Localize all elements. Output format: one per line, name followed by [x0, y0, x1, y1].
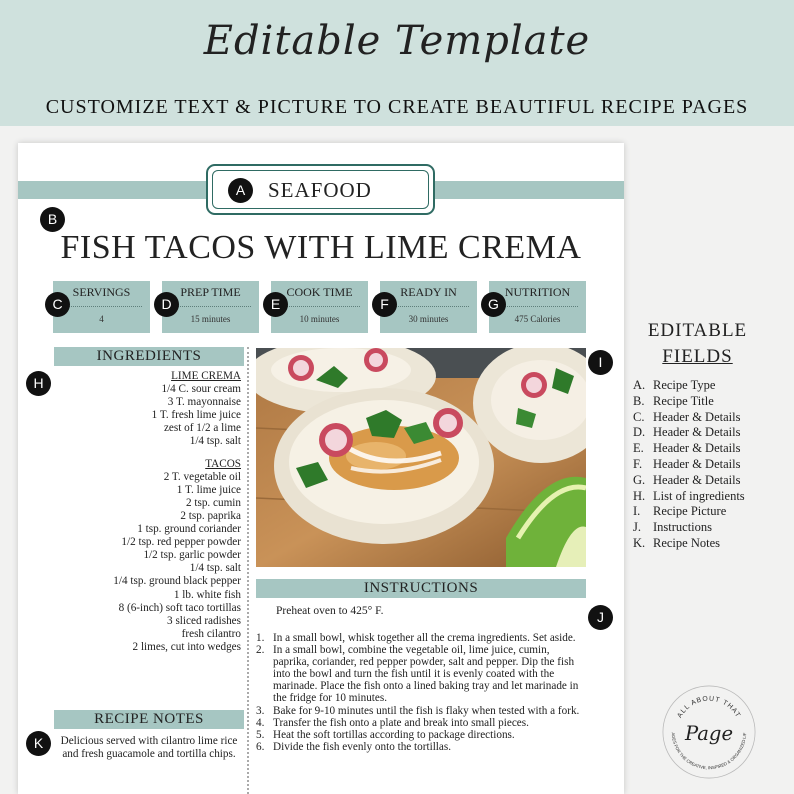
instruction-text[interactable]: Bake for 9-10 minutes until the fish is flaky when tested with a fork. — [273, 704, 580, 717]
ingredient-group-title[interactable]: TACOS — [205, 457, 241, 470]
badge-h: H — [26, 371, 51, 396]
logo-script-text: Page — [684, 721, 734, 745]
banner-title: Editable Template — [203, 18, 591, 64]
field-item — [633, 473, 745, 489]
recipe-title[interactable]: FISH TACOS WITH LIME CREMA — [60, 229, 582, 266]
recipe-picture[interactable] — [256, 348, 586, 567]
instruction-number: 4. — [256, 716, 265, 729]
detail-value[interactable]: 4 — [99, 314, 104, 324]
field-label: Header & Details — [653, 472, 741, 487]
ingredient-item[interactable]: 1 tsp. ground coriander — [137, 523, 241, 536]
field-item — [633, 457, 745, 473]
fields-title-line1: EDITABLE — [647, 320, 748, 341]
detail-label: COOK TIME — [286, 285, 353, 299]
detail-divider — [388, 306, 469, 307]
badge-k: K — [26, 731, 51, 756]
ingredient-item[interactable]: 1/2 tsp. red pepper powder — [121, 536, 241, 549]
ingredients-list[interactable] — [48, 370, 241, 654]
recipe-notes-text[interactable]: Delicious served with cilantro lime rice and fresh guacamole and tortilla chips. — [60, 735, 238, 761]
ingredient-item[interactable]: 1/4 tsp. salt — [189, 562, 241, 575]
recipe-page — [18, 143, 624, 794]
field-item — [633, 536, 745, 552]
detail-divider — [170, 306, 251, 307]
field-item — [633, 520, 745, 536]
ingredient-item[interactable]: fresh cilantro — [181, 627, 241, 640]
ingredient-item[interactable]: 2 T. vegetable oil — [163, 470, 241, 483]
header-banner — [0, 0, 794, 126]
category-box[interactable] — [206, 164, 435, 215]
field-letter: J. — [633, 520, 641, 535]
detail-divider — [61, 306, 142, 307]
instruction-text[interactable]: Heat the soft tortillas according to package directions. — [273, 728, 515, 741]
field-letter: E. — [633, 441, 644, 456]
ingredient-item[interactable]: 1 T. lime juice — [176, 483, 241, 496]
field-letter: K. — [633, 535, 646, 550]
ingredient-item[interactable]: 1 lb. white fish — [173, 588, 241, 601]
field-letter: F. — [633, 456, 643, 471]
ingredient-group-title[interactable]: LIME CREMA — [171, 370, 241, 382]
instruction-step[interactable] — [256, 717, 584, 729]
instruction-step[interactable] — [256, 741, 584, 753]
instruction-number: 1. — [256, 632, 265, 644]
ingredient-item[interactable]: 1/2 tsp. garlic powder — [143, 549, 241, 562]
instruction-number: 2. — [256, 644, 265, 657]
ingredient-item[interactable]: 1/4 C. sour cream — [161, 383, 241, 396]
detail-value[interactable]: 475 Calories — [514, 314, 561, 324]
ingredients-heading: INGREDIENTS — [54, 347, 244, 366]
ingredient-item[interactable]: 2 tsp. paprika — [180, 509, 241, 522]
field-label: Header & Details — [653, 409, 741, 424]
instruction-step[interactable] — [256, 729, 584, 741]
instruction-number: 5. — [256, 728, 265, 741]
instructions-list[interactable] — [256, 632, 584, 753]
instruction-text[interactable]: Divide the fish evenly onto the tortillas. — [273, 740, 452, 753]
detail-value[interactable]: 30 minutes — [408, 314, 449, 324]
field-label: Recipe Type — [653, 378, 716, 392]
field-letter: G. — [633, 472, 646, 487]
field-label: Header & Details — [653, 441, 741, 456]
badge-b: B — [40, 207, 65, 232]
detail-label: SERVINGS — [72, 285, 131, 299]
badge-a: A — [228, 178, 253, 203]
field-label: Recipe Title — [653, 393, 714, 408]
badge-g: G — [481, 292, 506, 317]
detail-label: PREP TIME — [180, 285, 241, 299]
field-item — [633, 504, 745, 520]
detail-value[interactable]: 15 minutes — [190, 314, 231, 324]
detail-label: NUTRITION — [504, 285, 571, 299]
brand-logo — [660, 683, 758, 781]
ingredient-item[interactable]: 2 tsp. cumin — [185, 496, 241, 509]
badge-i: I — [588, 350, 613, 375]
field-letter: D. — [633, 425, 646, 440]
field-letter: I. — [633, 504, 641, 519]
badge-e: E — [263, 292, 288, 317]
field-label: Header & Details — [653, 456, 741, 471]
field-item — [633, 489, 745, 505]
ingredient-item[interactable]: zest of 1/2 a lime — [163, 422, 241, 435]
instruction-step[interactable] — [256, 705, 584, 717]
instruction-text[interactable]: Transfer the fish onto a plate and break into small pieces. — [273, 716, 529, 729]
editable-fields-title — [640, 318, 755, 370]
field-item — [633, 410, 745, 426]
tacos-photo-illustration — [256, 348, 586, 567]
field-letter: A. — [633, 378, 646, 392]
column-divider — [247, 347, 249, 794]
instruction-step[interactable] — [256, 644, 584, 704]
detail-divider — [497, 306, 578, 307]
field-label: Header & Details — [653, 425, 741, 440]
field-letter: B. — [633, 393, 645, 408]
badge-j: J — [588, 605, 613, 630]
detail-divider — [279, 306, 360, 307]
instruction-text[interactable]: In a small bowl, combine the vegetable oil, lime juice, cumin, paprika, coriander, red pepper powder, salt and pepper. Dip the fish into the bowl and turn the fish until it is evenly coated with the marinade. Place the fish onto a lined baking tray and let marinade in the fridge for 10 minutes. — [273, 644, 579, 705]
ingredient-item[interactable]: 2 limes, cut into wedges — [132, 640, 241, 653]
field-item — [633, 425, 745, 441]
badge-c: C — [45, 292, 70, 317]
instruction-number: 6. — [256, 740, 265, 753]
instruction-number: 3. — [256, 704, 265, 717]
instruction-text[interactable]: In a small bowl, whisk together all the crema ingredients. Set aside. — [273, 632, 576, 644]
detail-label: READY IN — [400, 285, 457, 299]
instructions-intro[interactable]: Preheat oven to 425° F. — [276, 605, 384, 617]
detail-value[interactable]: 10 minutes — [299, 314, 340, 324]
field-item — [633, 378, 745, 394]
editable-fields-list — [633, 378, 745, 552]
ingredient-item[interactable]: 1/4 tsp. ground black pepper — [113, 575, 241, 588]
badge-f: F — [372, 292, 397, 317]
badge-d: D — [154, 292, 179, 317]
ingredient-group-gap — [48, 449, 241, 458]
fields-title-line2: FIELDS — [662, 346, 733, 367]
ingredient-item[interactable]: 3 sliced radishes — [167, 614, 241, 627]
instructions-heading: INSTRUCTIONS — [256, 579, 586, 598]
ingredient-item[interactable]: 3 T. mayonnaise — [167, 396, 241, 409]
field-item — [633, 441, 745, 457]
logo-top-text: ALL ABOUT THAT — [676, 695, 742, 720]
field-letter: H. — [633, 488, 646, 503]
ingredient-item[interactable]: 1 T. fresh lime juice — [151, 409, 241, 422]
logo-ring-text: AGES FOR THE CREATIVE, INSPIRED & ORGANIZED LIF — [670, 732, 748, 771]
recipe-category[interactable]: SEAFOOD — [268, 178, 372, 202]
field-label: List of ingredients — [653, 488, 745, 503]
field-label: Recipe Notes — [653, 535, 720, 550]
field-label: Recipe Picture — [653, 504, 727, 519]
ingredient-item[interactable]: 8 (6-inch) soft taco tortillas — [118, 601, 241, 614]
field-label: Instructions — [653, 520, 713, 535]
field-item — [633, 394, 745, 410]
instruction-step[interactable] — [256, 632, 584, 644]
field-letter: C. — [633, 409, 645, 424]
recipe-notes-heading: RECIPE NOTES — [54, 710, 244, 729]
ingredient-item[interactable]: 1/4 tsp. salt — [189, 435, 241, 448]
banner-subtitle: CUSTOMIZE TEXT & PICTURE TO CREATE BEAUTIFUL RECIPE PAGES — [45, 96, 749, 118]
